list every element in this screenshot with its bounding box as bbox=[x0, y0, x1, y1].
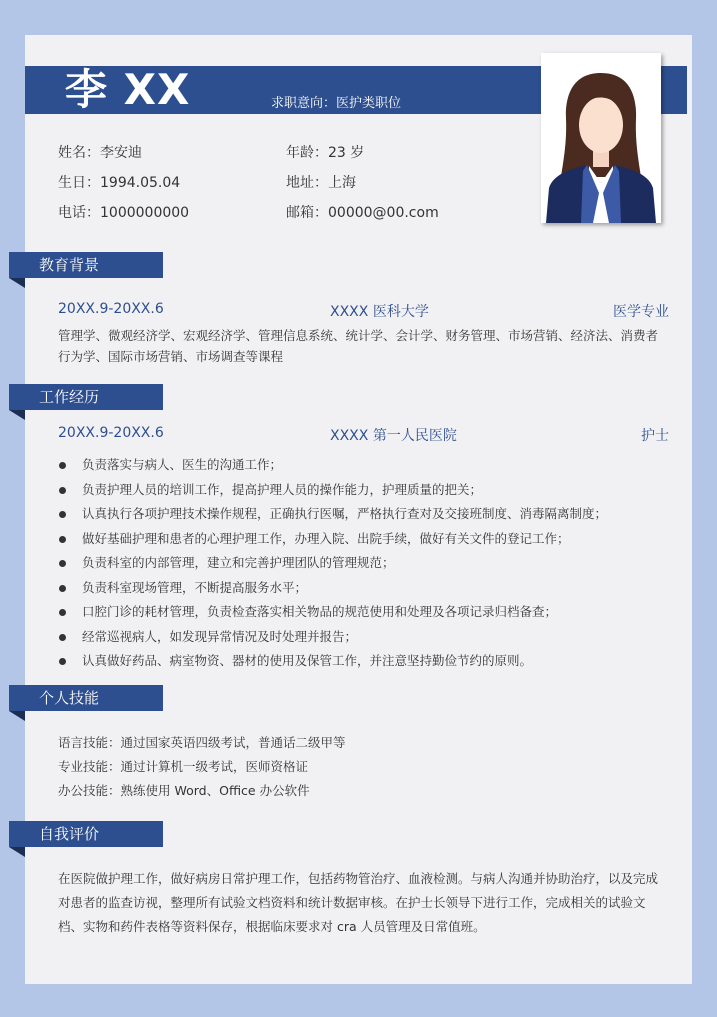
section-header-work bbox=[9, 384, 163, 410]
job-intent: 求职意向：医护类职位 bbox=[271, 96, 402, 111]
section-header-self bbox=[9, 821, 163, 847]
list-item: 认真执行各项护理技术操作规程，正确执行医嘱，严格执行查对及交接班制度、消毒隔离制度； bbox=[58, 502, 678, 527]
work-position: 护士 bbox=[641, 428, 669, 444]
info-address: 地址：上海 bbox=[286, 175, 356, 191]
work-period: 20XX.9-20XX.6 bbox=[58, 425, 164, 441]
info-birth: 生日：1994.05.04 bbox=[58, 175, 181, 191]
education-school: XXXX 医科大学 bbox=[330, 304, 429, 320]
info-name: 姓名：李安迪 bbox=[58, 145, 142, 161]
education-major: 医学专业 bbox=[613, 304, 669, 320]
section-header-skills bbox=[9, 685, 163, 711]
list-item: 认真做好药品、病室物资、器材的使用及保管工作，并注意坚持勤俭节约的原则。 bbox=[58, 649, 678, 674]
work-company: XXXX 第一人民医院 bbox=[330, 428, 457, 444]
resume-page bbox=[25, 35, 692, 984]
education-period: 20XX.9-20XX.6 bbox=[58, 301, 164, 317]
section-title: 教育背景 bbox=[39, 256, 100, 274]
skill-language: 语言技能：通过国家英语四级考试，普通话二级甲等 bbox=[58, 735, 346, 750]
section-title: 个人技能 bbox=[39, 689, 100, 707]
profile-photo bbox=[541, 53, 661, 223]
skill-office: 办公技能：熟练使用 Word、Office 办公软件 bbox=[58, 783, 310, 798]
self-evaluation-text: 在医院做护理工作，做好病房日常护理工作，包括药物管治疗、血液检测。与病人沟通并协助治疗，以及完成对患者的监查访视，整理所有试验文档资料和统计数据审核。在护士长领导下进行工作，完成相关的试验文档、实物和药件表格等资料保存，根据临床要求对 cra 人员管理及日常值班。 bbox=[58, 871, 659, 934]
list-item: 负责科室的内部管理，建立和完善护理团队的管理规范； bbox=[58, 551, 678, 576]
list-item: 负责落实与病人、医生的沟通工作； bbox=[58, 453, 678, 478]
avatar-illustration bbox=[541, 53, 661, 223]
skill-professional: 专业技能：通过计算机一级考试，医师资格证 bbox=[58, 759, 309, 774]
list-item: 经常巡视病人，如发现异常情况及时处理并报告； bbox=[58, 625, 678, 650]
education-courses: 管理学、微观经济学、宏观经济学、管理信息系统、统计学、会计学、财务管理、市场营销、经济法、消费者行为学、国际市场营销、市场调查等课程 bbox=[58, 328, 659, 364]
section-title: 自我评价 bbox=[39, 825, 100, 843]
info-email: 邮箱：00000@00.com bbox=[286, 205, 439, 221]
list-item: 口腔门诊的耗材管理，负责检查落实相关物品的规范使用和处理及各项记录归档备查； bbox=[58, 600, 678, 625]
list-item: 负责护理人员的培训工作，提高护理人员的操作能力，护理质量的把关； bbox=[58, 478, 678, 503]
candidate-name: 李 XX bbox=[65, 65, 191, 114]
list-item: 负责科室现场管理，不断提高服务水平； bbox=[58, 576, 678, 601]
info-age: 年龄：23 岁 bbox=[286, 145, 365, 161]
work-duties-list bbox=[58, 453, 678, 674]
list-item: 做好基础护理和患者的心理护理工作，办理入院、出院手续，做好有关文件的登记工作； bbox=[58, 527, 678, 552]
section-header-education bbox=[9, 252, 163, 278]
info-phone: 电话：1000000000 bbox=[58, 205, 190, 221]
section-title: 工作经历 bbox=[39, 388, 100, 406]
